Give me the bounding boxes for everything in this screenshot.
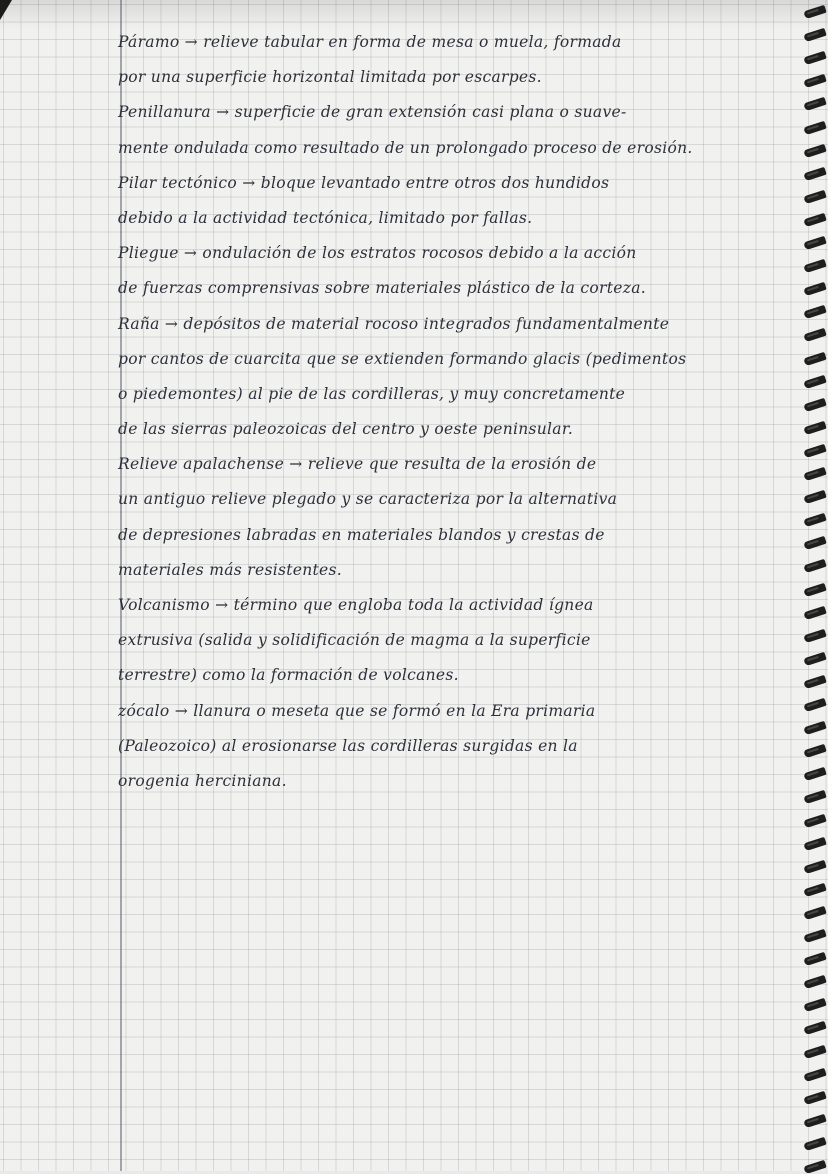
spiral-ring bbox=[803, 282, 826, 296]
spiral-ring bbox=[803, 213, 826, 227]
text-line: Pilar tectónico → bloque levantado entre otros dos hundidos bbox=[118, 173, 610, 192]
spiral-ring bbox=[803, 859, 826, 873]
text-line: de las sierras paleozoicas del centro y oeste peninsular. bbox=[118, 420, 574, 439]
text-line: orogenia herciniana. bbox=[118, 771, 287, 790]
spiral-ring bbox=[803, 906, 826, 920]
spiral-binding bbox=[788, 0, 828, 1171]
text-line: zócalo → llanura o meseta que se formó en la Era primaria bbox=[118, 701, 596, 720]
spiral-ring bbox=[803, 1067, 826, 1081]
spiral-ring bbox=[803, 51, 826, 65]
spiral-ring bbox=[803, 952, 826, 966]
spiral-ring bbox=[803, 929, 826, 943]
handwritten-glossary bbox=[118, 25, 768, 799]
spiral-ring bbox=[803, 513, 826, 527]
spiral-ring bbox=[803, 605, 826, 619]
spiral-ring bbox=[803, 628, 826, 642]
spiral-ring bbox=[803, 5, 826, 19]
spiral-ring bbox=[803, 97, 826, 111]
spiral-ring bbox=[803, 582, 826, 596]
spiral-ring bbox=[803, 975, 826, 989]
spiral-ring bbox=[803, 721, 826, 735]
spiral-ring bbox=[803, 1044, 826, 1058]
spiral-ring bbox=[803, 305, 826, 319]
spiral-ring bbox=[803, 1160, 826, 1174]
spiral-ring bbox=[803, 813, 826, 827]
spiral-ring bbox=[803, 1137, 826, 1151]
spiral-ring bbox=[803, 74, 826, 88]
spiral-ring bbox=[803, 490, 826, 504]
text-line: Relieve apalachense → relieve que resulta de la erosión de bbox=[118, 455, 597, 474]
text-line: mente ondulada como resultado de un prolongado proceso de erosión. bbox=[118, 138, 693, 157]
spiral-ring bbox=[803, 236, 826, 250]
spiral-ring bbox=[803, 467, 826, 481]
page-corner-shadow bbox=[0, 0, 12, 20]
spiral-ring bbox=[803, 883, 826, 897]
spiral-ring bbox=[803, 120, 826, 134]
text-line: extrusiva (salida y solidificación de magma a la superficie bbox=[118, 631, 591, 650]
spiral-ring bbox=[803, 374, 826, 388]
spiral-ring bbox=[803, 536, 826, 550]
text-line: (Paleozoico) al erosionarse las cordilleras surgidas en la bbox=[118, 736, 578, 755]
spiral-ring bbox=[803, 1021, 826, 1035]
spiral-ring bbox=[803, 444, 826, 458]
spiral-ring bbox=[803, 1090, 826, 1104]
text-line: un antiguo relieve plegado y se caracteriza por la alternativa bbox=[118, 490, 618, 509]
spiral-ring bbox=[803, 998, 826, 1012]
spiral-ring bbox=[803, 397, 826, 411]
text-line: terrestre) como la formación de volcanes. bbox=[118, 666, 459, 685]
spiral-ring bbox=[803, 328, 826, 342]
spiral-ring bbox=[803, 767, 826, 781]
text-line: Raña → depósitos de material rocoso integrados fundamentalmente bbox=[118, 314, 670, 333]
spiral-ring bbox=[803, 421, 826, 435]
spiral-ring bbox=[803, 28, 826, 42]
text-line: o piedemontes) al pie de las cordilleras, y muy concretamente bbox=[118, 384, 626, 403]
spiral-ring bbox=[803, 698, 826, 712]
spiral-ring bbox=[803, 836, 826, 850]
spiral-ring bbox=[803, 790, 826, 804]
spiral-ring bbox=[803, 652, 826, 666]
text-line: de fuerzas comprensivas sobre materiales plástico de la corteza. bbox=[118, 279, 646, 298]
text-line: Penillanura → superficie de gran extensión casi plana o suave- bbox=[118, 103, 627, 122]
spiral-ring bbox=[803, 259, 826, 273]
text-line: materiales más resistentes. bbox=[118, 560, 342, 579]
text-line: Volcanismo → término que engloba toda la actividad ígnea bbox=[118, 596, 594, 614]
spiral-ring bbox=[803, 351, 826, 365]
text-line: Páramo → relieve tabular en forma de mesa o muela, formada bbox=[118, 33, 622, 51]
spiral-ring bbox=[803, 744, 826, 758]
spiral-ring bbox=[803, 143, 826, 157]
text-line: Pliegue → ondulación de los estratos rocosos debido a la acción bbox=[118, 244, 637, 263]
spiral-ring bbox=[803, 190, 826, 204]
spiral-ring bbox=[803, 166, 826, 180]
spiral-ring bbox=[803, 1114, 826, 1128]
spiral-ring bbox=[803, 559, 826, 573]
spiral-ring bbox=[803, 675, 826, 689]
text-line: por cantos de cuarcita que se extienden formando glacis (pedimentos bbox=[118, 349, 687, 368]
text-line: debido a la actividad tectónica, limitado por fallas. bbox=[118, 208, 533, 227]
text-line: de depresiones labradas en materiales blandos y crestas de bbox=[118, 525, 605, 544]
text-line: por una superficie horizontal limitada por escarpes. bbox=[118, 68, 542, 87]
